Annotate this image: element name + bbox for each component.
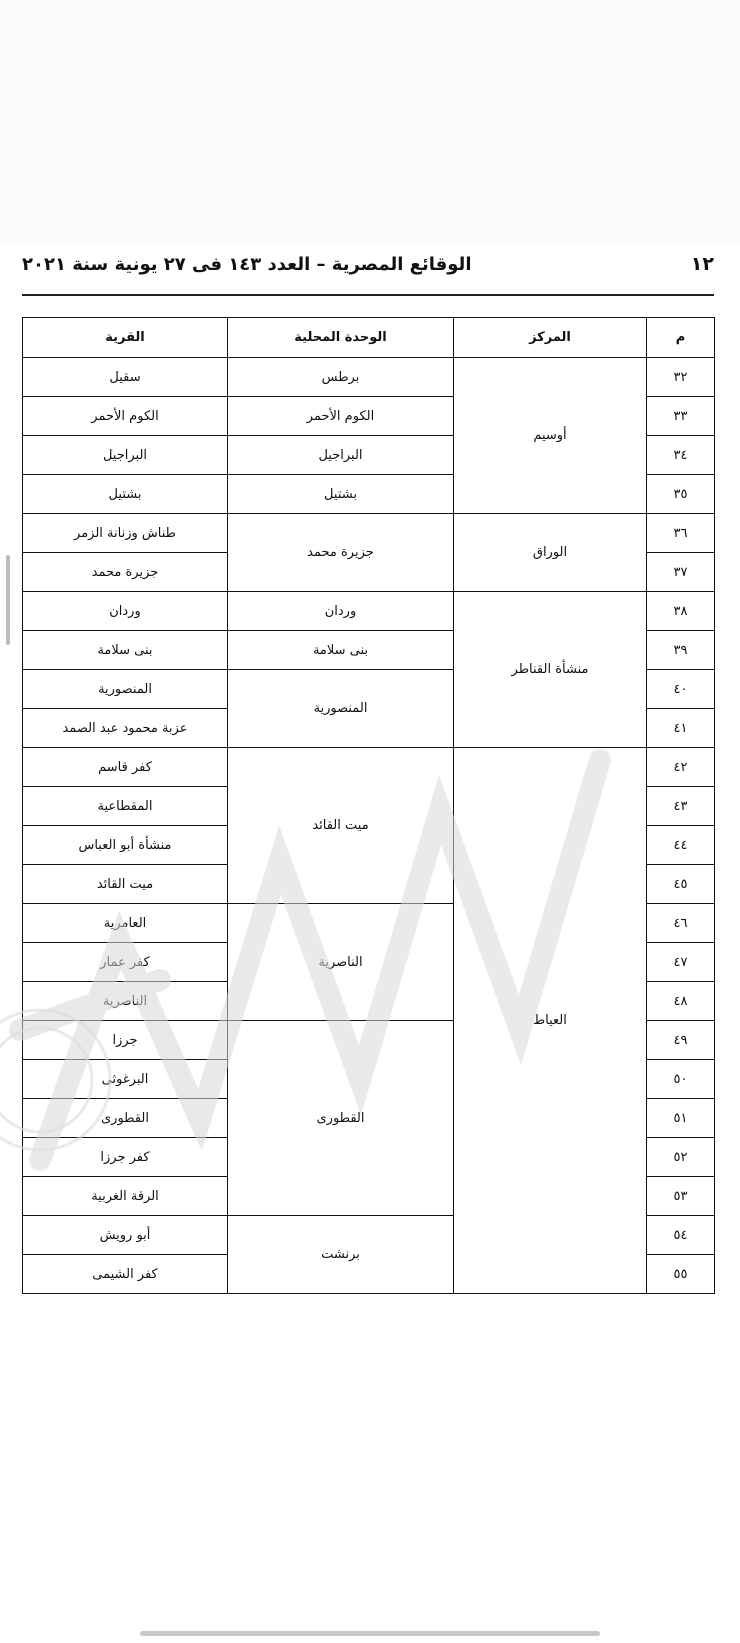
row-number: ٤٩ [647, 1021, 715, 1060]
village-cell: بشتيل [23, 475, 228, 514]
row-number: ٥٢ [647, 1138, 715, 1177]
village-cell: ميت القائد [23, 865, 228, 904]
row-number: ٤٤ [647, 826, 715, 865]
village-cell: وردان [23, 592, 228, 631]
unit-cell: ميت القائد [228, 748, 454, 904]
row-number: ٣٥ [647, 475, 715, 514]
village-cell: العامرية [23, 904, 228, 943]
page-number: ١٢ [690, 253, 714, 275]
village-cell: منشأة أبو العباس [23, 826, 228, 865]
row-number: ٤٣ [647, 787, 715, 826]
markaz-cell: العياط [454, 748, 647, 1294]
unit-cell: البراجيل [228, 436, 454, 475]
row-number: ٣٦ [647, 514, 715, 553]
row-number: ٣٩ [647, 631, 715, 670]
column-header-num: م [647, 318, 715, 358]
row-number: ٥٠ [647, 1060, 715, 1099]
village-cell: جرزا [23, 1021, 228, 1060]
village-cell: كفر الشيمى [23, 1255, 228, 1294]
village-cell: القطورى [23, 1099, 228, 1138]
blank-page-top [0, 0, 740, 245]
unit-cell: المنصورية [228, 670, 454, 748]
markaz-cell: الوراق [454, 514, 647, 592]
villages-table [22, 317, 715, 1294]
table-row [23, 514, 715, 553]
village-cell: جزيرة محمد [23, 553, 228, 592]
table-header-row [23, 318, 715, 358]
village-cell: أبو رويش [23, 1216, 228, 1255]
page-header [22, 247, 714, 281]
village-cell: المنصورية [23, 670, 228, 709]
row-number: ٤٢ [647, 748, 715, 787]
row-number: ٣٤ [647, 436, 715, 475]
village-cell: بنى سلامة [23, 631, 228, 670]
village-cell: كفر جرزا [23, 1138, 228, 1177]
village-cell: سقيل [23, 358, 228, 397]
scroll-indicator[interactable] [6, 555, 10, 645]
row-number: ٣٨ [647, 592, 715, 631]
table-row [23, 748, 715, 787]
table-row [23, 592, 715, 631]
unit-cell: الناصرية [228, 904, 454, 1021]
unit-cell: بنى سلامة [228, 631, 454, 670]
row-number: ٣٢ [647, 358, 715, 397]
row-number: ٥٥ [647, 1255, 715, 1294]
village-cell: كفر عمار [23, 943, 228, 982]
row-number: ٥١ [647, 1099, 715, 1138]
row-number: ٥٣ [647, 1177, 715, 1216]
village-cell: عزبة محمود عبد الصمد [23, 709, 228, 748]
row-number: ٤٠ [647, 670, 715, 709]
unit-cell: جزيرة محمد [228, 514, 454, 592]
row-number: ٤٦ [647, 904, 715, 943]
table-row [23, 358, 715, 397]
unit-cell: الكوم الأحمر [228, 397, 454, 436]
row-number: ٣٣ [647, 397, 715, 436]
village-cell: الرقة الغربية [23, 1177, 228, 1216]
village-cell: الناصرية [23, 982, 228, 1021]
village-cell: المقطاعية [23, 787, 228, 826]
header-divider [22, 294, 714, 296]
column-header-village: القرية [23, 318, 228, 358]
village-cell: كفر قاسم [23, 748, 228, 787]
column-header-unit: الوحدة المحلية [228, 318, 454, 358]
village-cell: طناش وزنانة الزمر [23, 514, 228, 553]
column-header-markaz: المركز [454, 318, 647, 358]
gazette-title: الوقائع المصرية – العدد ١٤٣ فى ٢٧ يونية سنة ٢٠٢١ [22, 253, 472, 275]
row-number: ٤٧ [647, 943, 715, 982]
row-number: ٤١ [647, 709, 715, 748]
row-number: ٥٤ [647, 1216, 715, 1255]
home-indicator[interactable] [140, 1631, 600, 1636]
unit-cell: برطس [228, 358, 454, 397]
unit-cell: بشتيل [228, 475, 454, 514]
row-number: ٣٧ [647, 553, 715, 592]
village-cell: البرغوثى [23, 1060, 228, 1099]
row-number: ٤٨ [647, 982, 715, 1021]
village-cell: البراجيل [23, 436, 228, 475]
unit-cell: القطورى [228, 1021, 454, 1216]
markaz-cell: منشأة القناطر [454, 592, 647, 748]
village-cell: الكوم الأحمر [23, 397, 228, 436]
row-number: ٤٥ [647, 865, 715, 904]
markaz-cell: أوسيم [454, 358, 647, 514]
unit-cell: وردان [228, 592, 454, 631]
unit-cell: برنشت [228, 1216, 454, 1294]
